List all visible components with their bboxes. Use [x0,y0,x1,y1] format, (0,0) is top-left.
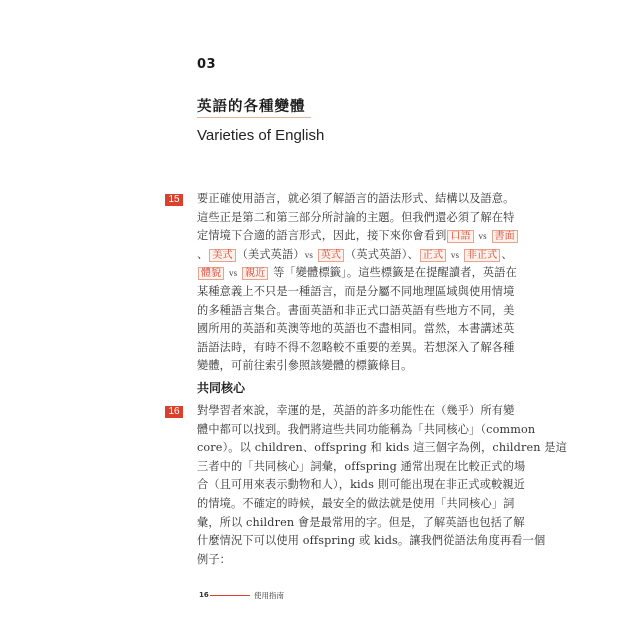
text-line [197,246,513,265]
chapter-title-english: Varieties of English [197,127,325,144]
text-line: 對學習者來說，幸運的是，英語的許多功能性在（幾乎）所有變 [197,404,515,417]
paragraph-16 [197,402,567,569]
paragraph-15 [197,190,517,376]
text-line: 國所用的英語和英澳等地的英語也不盡相同。當然，本書講述英 [197,322,515,336]
text-line [197,227,515,246]
title-underline-divider [197,117,311,118]
chapter-number: 03 [197,57,217,72]
paragraph-number-badge: 15 [165,194,183,206]
text-segment: 定情境下合適的語言形式，因此，接下來你會看到 [197,229,447,243]
chapter-title-chinese: 英語的各種變體 [197,99,306,115]
text-line: 語語法時，有時不得不忽略較不重要的差異。若想深入了解各種 [197,340,515,354]
variety-tag-polite: 體貌 [198,267,224,280]
text-line: 某種意義上不只是一種語言，而是分屬不同地理區域與使用情境 [197,284,515,298]
variety-tag-spoken: 口語 [447,230,473,243]
vs-label: vs [450,249,460,260]
footer-section-label: 使用指南 [254,591,284,600]
variety-tag-intimate: 親近 [242,267,268,280]
text-line: 什麼情況下可以使用 offspring 或 kids。讓我們從語法角度再看一個 [197,534,546,548]
text-segment: （美式英語） [236,247,305,261]
page-number: 16 [199,591,209,599]
text-line: 這些正是第二和第三部分所討論的主題。但我們還必須了解在特 [197,210,515,224]
text-segment: （英式英語）、 [345,247,419,261]
variety-tag-informal: 非正式 [464,249,500,262]
text-line: 的多種語言集合。書面英語和非正式口語英語有些地方不同，美 [197,303,515,317]
text-line: 的情境。不確定的時候，最安全的做法就是使用「共同核心」詞 [197,496,515,510]
text-line: core）。以 children、offspring 和 kids 這三個字為例，children 是這 [197,441,567,455]
section-heading: 共同核心 [197,381,246,395]
text-line: 體中都可以找到。我們將這些共同功能稱為「共同核心」（common [197,422,536,436]
vs-label: vs [304,249,313,260]
paragraph-number-badge: 16 [165,406,183,418]
text-line: 例子： [197,552,232,566]
text-line [197,264,517,283]
text-segment: 等「變體標籤」。這些標籤是在提醒讀者，英語在 [273,266,517,280]
variety-tag-formal: 正式 [420,249,446,262]
text-line: 變體，可前往索引參照該變體的標籤條目。 [197,359,413,373]
variety-tag-american: 美式 [209,249,235,262]
variety-tag-british: 英式 [318,249,344,262]
text-line: 要正確使用語言，就必須了解語言的語法形式、結構以及語意。 [197,192,515,205]
text-line: 合（且可用來表示動物和人），kids 則可能出現在非正式或較親近 [197,478,526,492]
text-segment: 、 [501,247,513,261]
text-segment: 、 [197,247,209,261]
vs-label: vs [229,268,238,279]
vs-label: vs [478,231,487,242]
variety-tag-written: 書面 [492,230,518,243]
text-line: 彙，所以 children 會是最常用的字。但是，了解英語也包括了解 [197,515,525,529]
text-line: 三者中的「共同核心」詞彙，offspring 通常出現在比較正式的場 [197,459,526,473]
footer-divider [210,595,250,596]
